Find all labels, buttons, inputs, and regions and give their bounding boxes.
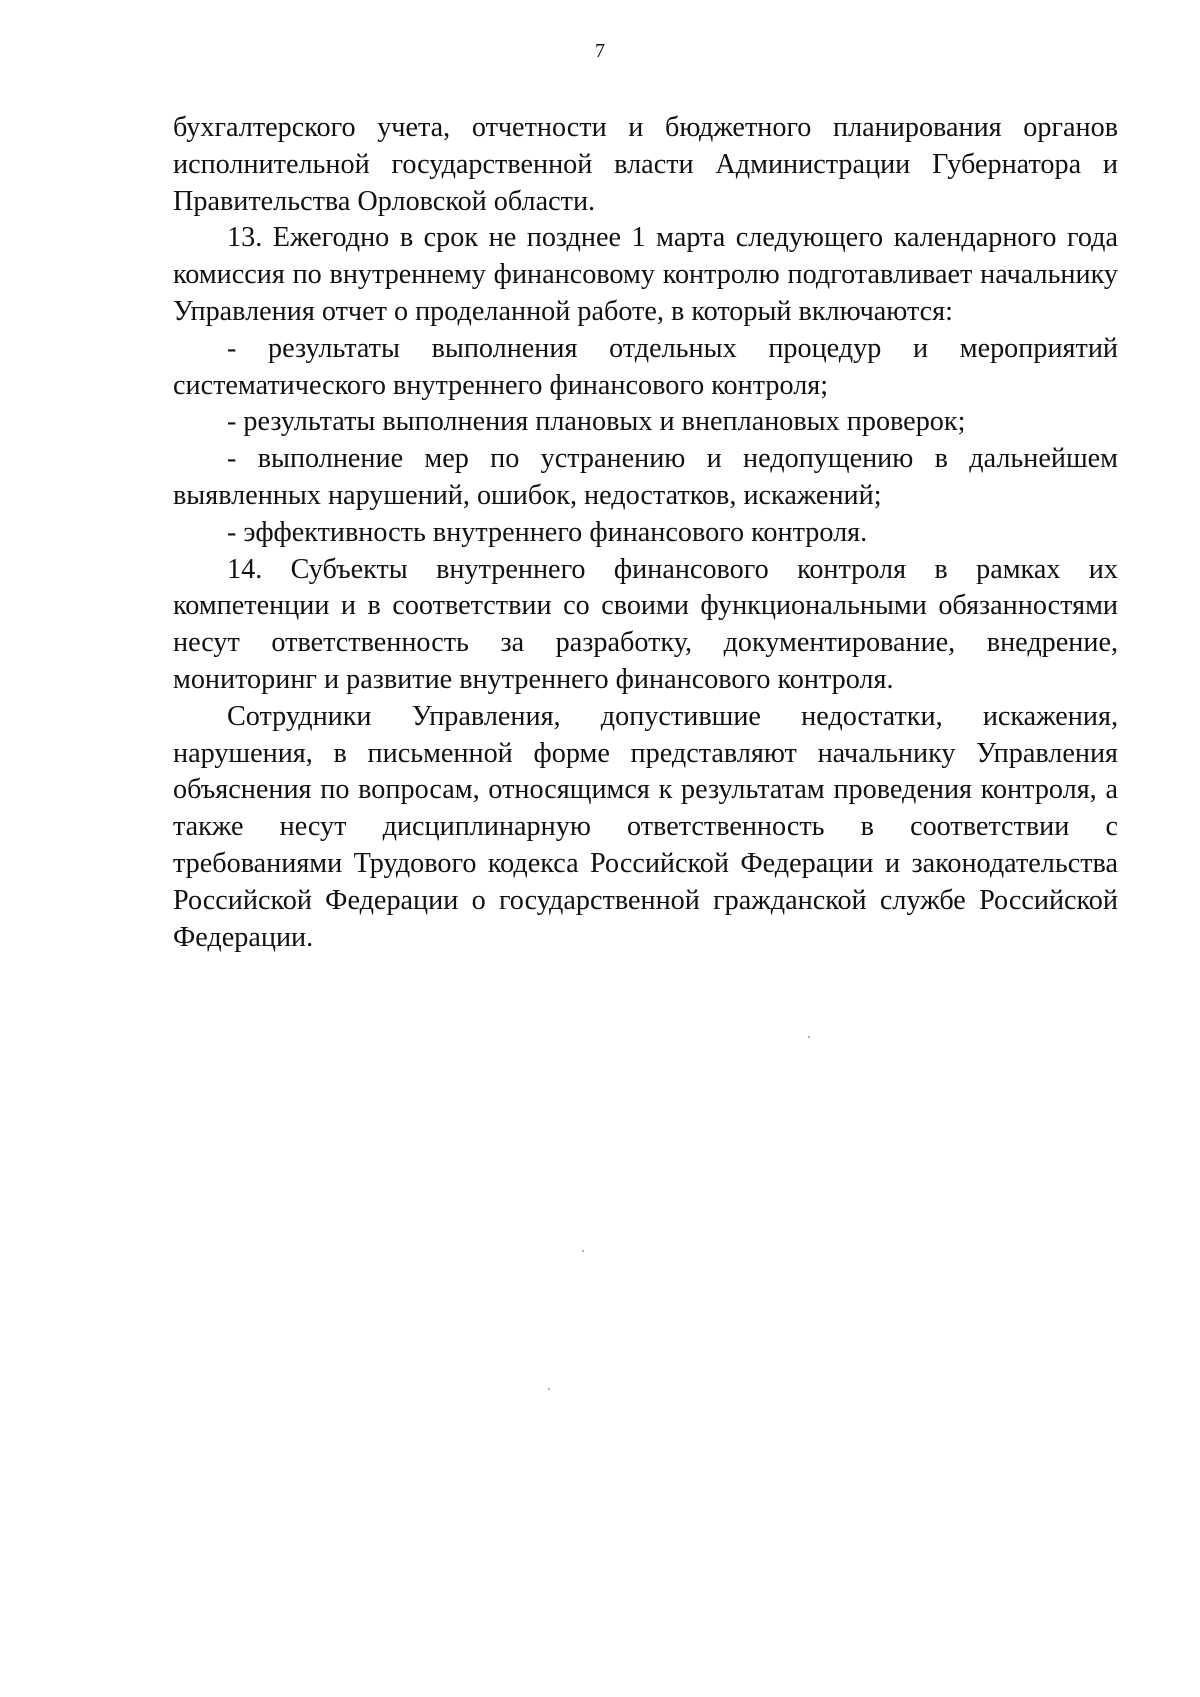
list-item-effectiveness: - эффективность внутреннего финансового контроля. — [227, 516, 868, 548]
scan-speck — [808, 1036, 810, 1038]
list-item-results-inspections: - результаты выполнения плановых и внеплановых проверок; — [227, 406, 966, 438]
paragraph-continuation: бухгалтерского учета, отчетности и бюджетного планирования органов исполнительной государственной власти Администрации Губернатора и Правительства Орловской области. — [173, 112, 1118, 217]
list-item-results-procedures: - результаты выполнения отдельных процедур и мероприятий систематического внутреннего финансового контроля; — [173, 332, 1118, 401]
paragraph-item-14: 14. Субъекты внутреннего финансового контроля в рамках их компетенции и в соответствии со своими функциональными обязанностями несут ответственность за разработку, документирование, внедрение, мониторинг и развитие внутреннего финансового контроля. — [173, 553, 1118, 695]
list-item-measures: - выполнение мер по устранению и недопущению в дальнейшем выявленных нарушений, ошибок, недостатков, искажений; — [173, 443, 1118, 511]
document-body — [173, 110, 1118, 956]
page-number: 7 — [595, 40, 605, 62]
paragraph-item-13: 13. Ежегодно в срок не позднее 1 марта следующего календарного года комиссия по внутреннему финансовому контролю подготавливает начальнику Управления отчет о проделанной работе, в который включаются: — [173, 222, 1118, 327]
scan-speck — [548, 1388, 550, 1390]
paragraph-employees: Сотрудники Управления, допустившие недостатки, искажения, нарушения, в письменной форме представляют начальнику Управления объяснения по вопросам, относящимся к результатам проведения контроля, а также несут дисциплинарную ответственность в соответствии с требованиями Трудового кодекса Российской Федерации и законодательства Российской Федерации о государственной гражданской службе Российской Федерации. — [173, 700, 1118, 953]
scan-speck — [582, 1250, 584, 1252]
